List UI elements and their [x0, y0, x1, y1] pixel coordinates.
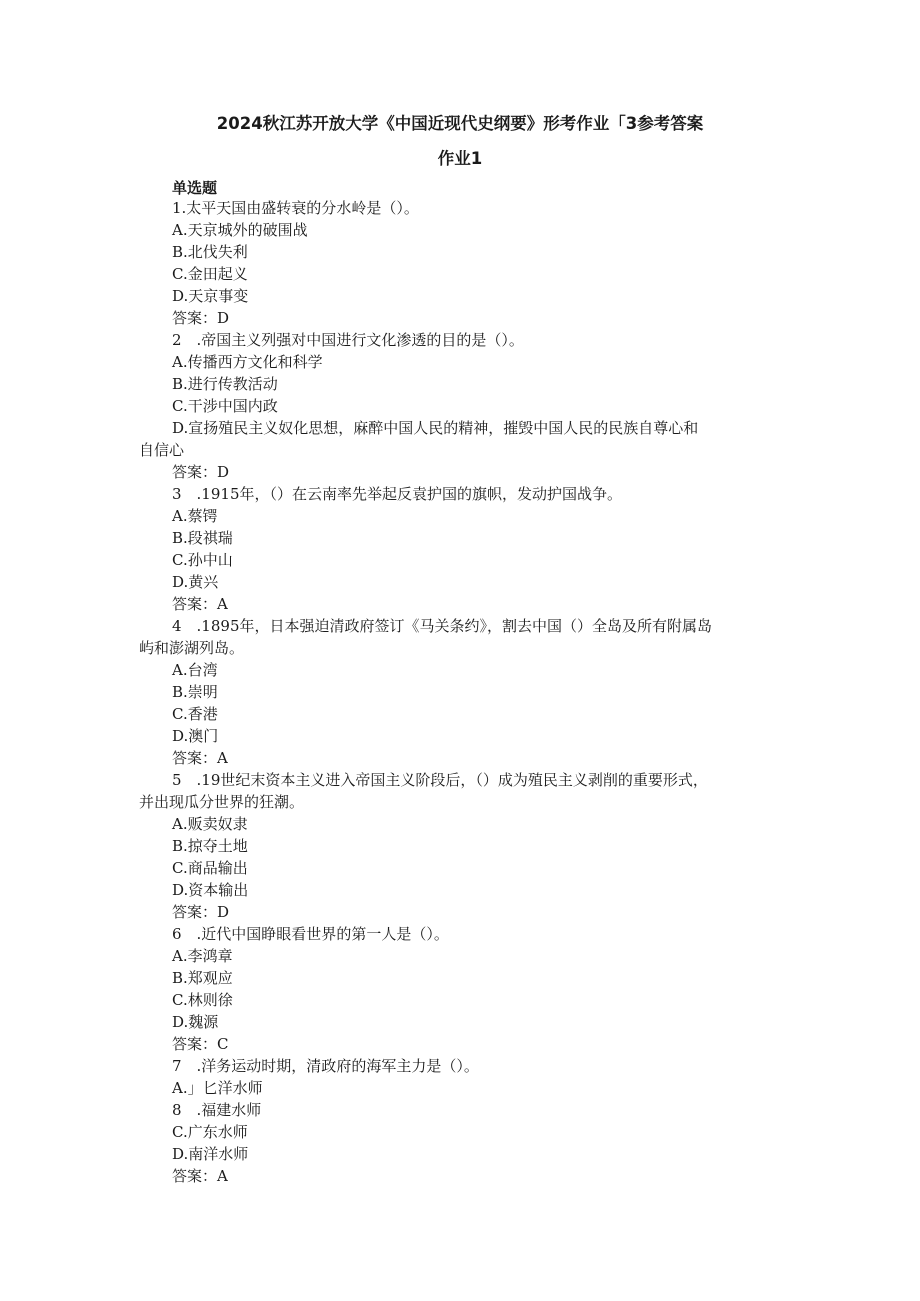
- option-a: A.天京城外的破围战: [172, 221, 308, 239]
- answer: 答案：C: [172, 1035, 229, 1053]
- option-a: A.传播西方文化和科学: [172, 353, 323, 371]
- option-a: A.」匕洋水师: [172, 1079, 263, 1097]
- option-b: B.郑观应: [172, 969, 233, 987]
- document-title: 2024秋江苏开放大学《中国近现代史纲要》形考作业「3参考答案: [216, 114, 704, 133]
- option-b: B.进行传教活动: [172, 375, 278, 393]
- option-b: B.掠夺土地: [172, 837, 248, 855]
- option-d: D.资本输出: [172, 881, 249, 899]
- option-a: A.蔡锷: [172, 507, 218, 525]
- option-b: B.北伐失利: [172, 243, 248, 261]
- question-stem: 4 .1895年，日本强迫清政府签订《马关条约》，割去中国（）全岛及所有附属岛: [172, 617, 712, 635]
- answer: 答案：A: [172, 1167, 228, 1185]
- option-a: A.贩卖奴隶: [172, 815, 248, 833]
- option-a: A.台湾: [172, 661, 218, 679]
- document-subtitle: 作业1: [437, 149, 483, 168]
- option-c: C.香港: [172, 705, 218, 723]
- option-d: D.天京事变: [172, 287, 249, 305]
- option-a: A.李鸿章: [172, 947, 233, 965]
- question-stem: 3 .1915年，（）在云南率先举起反袁护国的旗帜，发动护国战争。: [172, 485, 622, 503]
- question-stem-continued: 屿和澎湖列岛。: [139, 639, 245, 657]
- answer: 答案：A: [172, 749, 228, 767]
- option-c: C.干涉中国内政: [172, 397, 278, 415]
- answer: 答案：A: [172, 595, 228, 613]
- question-stem: 6 .近代中国睁眼看世界的第一人是（）。: [172, 925, 449, 943]
- option-d: D.澳门: [172, 727, 219, 745]
- question-stem: 5 .19世纪末资本主义进入帝国主义阶段后，（）成为殖民主义剥削的重要形式，: [172, 771, 708, 789]
- option-b: 8 .福建水师: [172, 1101, 262, 1119]
- option-d: D.魏源: [172, 1013, 219, 1031]
- option-c: C.广东水师: [172, 1123, 248, 1141]
- question-stem-continued: 并出现瓜分世界的狂潮。: [139, 793, 305, 811]
- answer: 答案：D: [172, 903, 230, 921]
- option-d: D.南洋水师: [172, 1145, 249, 1163]
- option-d-continued: 自信心: [139, 441, 185, 459]
- question-stem: 7 .洋务运动时期，清政府的海军主力是（）。: [172, 1057, 479, 1075]
- section-heading: 单选题: [172, 179, 218, 197]
- question-list: [0, 197, 920, 1187]
- option-c: C.林则徐: [172, 991, 233, 1009]
- option-d: D.宣扬殖民主义奴化思想，麻醉中国人民的精神，摧毁中国人民的民族自尊心和: [172, 419, 699, 437]
- answer: 答案：D: [172, 463, 230, 481]
- option-b: B.段祺瑞: [172, 529, 233, 547]
- question-stem: 2 .帝国主义列强对中国进行文化渗透的目的是（）。: [172, 331, 524, 349]
- option-b: B.崇明: [172, 683, 218, 701]
- answer: 答案：D: [172, 309, 230, 327]
- option-c: C.孙中山: [172, 551, 233, 569]
- question-stem: 1.太平天国由盛转衰的分水岭是（）。: [172, 199, 419, 217]
- option-d: D.黄兴: [172, 573, 219, 591]
- option-c: C.商品输出: [172, 859, 248, 877]
- option-c: C.金田起义: [172, 265, 248, 283]
